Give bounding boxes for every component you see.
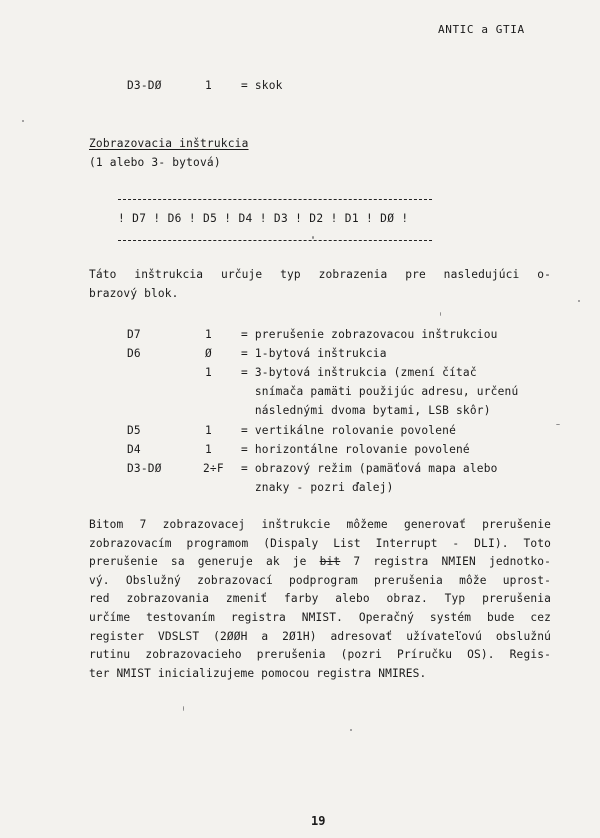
def-desc: = horizontálne rolovanie povolené bbox=[241, 443, 470, 456]
intro-line: Táto inštrukcia určuje typ zobrazenia pre nasledujúci o- bbox=[89, 268, 551, 281]
scan-speck bbox=[183, 706, 184, 711]
body-line: rutinu zobrazovacieho prerušenia (pozri Príručku OS). Regis- bbox=[89, 648, 551, 662]
def-desc: následnými dvoma bytami, LSB skôr) bbox=[241, 404, 491, 417]
def-bits: D3-DØ bbox=[127, 462, 162, 475]
def-desc: = vertikálne rolovanie povolené bbox=[241, 424, 456, 437]
intro-paragraph bbox=[89, 266, 551, 303]
def-desc: = obrazový režim (pamäťová mapa alebo bbox=[241, 462, 498, 475]
def-bits: D7 bbox=[127, 328, 141, 341]
def-value: 1 bbox=[205, 443, 212, 456]
body-line: zobrazovacím programom (Dispaly List Interrupt - DLI). Toto bbox=[89, 536, 551, 550]
def-desc: = prerušenie zobrazovacou inštrukciou bbox=[241, 328, 498, 341]
def-bits: D4 bbox=[127, 443, 141, 456]
top-row-bits: D3-DØ bbox=[127, 79, 162, 92]
top-row-desc: = skok bbox=[241, 79, 283, 92]
scan-speck bbox=[350, 729, 352, 731]
bit-diagram: ! D7 ! D6 ! D5 ! D4 ! D3 ! D2 ! D1 ! DØ ! bbox=[118, 212, 409, 225]
body-line: vý. Obslužný zobrazovací podprogram prerušenia môže uprost- bbox=[89, 573, 551, 587]
def-value: 2÷F bbox=[203, 462, 224, 475]
section-heading: Zobrazovacia inštrukcia bbox=[89, 137, 249, 150]
body-line: ter NMIST inicializujeme pomocou registra NMIRES. bbox=[89, 666, 427, 680]
intro-line: brazový blok. bbox=[89, 286, 179, 300]
diagram-bottom-rule bbox=[118, 240, 432, 241]
body-paragraph bbox=[89, 516, 551, 683]
section-subheading: (1 alebo 3- bytová) bbox=[89, 156, 221, 169]
def-desc: = 3-bytová inštrukcia (zmení čítač bbox=[241, 366, 477, 379]
body-line: prerušenie sa generuje ak je bit 7 registra NMIEN jednotko- bbox=[89, 555, 551, 569]
def-desc: = 1-bytová inštrukcia bbox=[241, 347, 387, 360]
scan-speck bbox=[556, 424, 560, 425]
diagram-top-rule bbox=[118, 199, 432, 200]
struck-word: bit bbox=[319, 555, 341, 569]
def-value: Ø bbox=[205, 347, 212, 360]
top-row-value: 1 bbox=[205, 79, 212, 92]
def-bits: D5 bbox=[127, 424, 141, 437]
def-value: 1 bbox=[205, 424, 212, 437]
page-number: 19 bbox=[311, 814, 326, 828]
running-header: ANTIC a GTIA bbox=[438, 23, 525, 36]
def-desc: snímača pamäti použijúc adresu, určenú bbox=[241, 385, 519, 398]
body-line: určíme testovaním registra NMIST. Operačný systém bude cez bbox=[89, 610, 551, 624]
def-value: 1 bbox=[205, 366, 212, 379]
body-line: red zobrazovania zmeniť farby alebo obraz. Typ prerušenia bbox=[89, 592, 551, 606]
scan-speck bbox=[440, 312, 441, 316]
def-value: 1 bbox=[205, 328, 212, 341]
def-bits: D6 bbox=[127, 347, 141, 360]
def-desc: znaky - pozri ďalej) bbox=[241, 481, 394, 494]
scan-speck bbox=[22, 120, 24, 122]
scan-speck bbox=[578, 300, 580, 302]
body-line: Bitom 7 zobrazovacej inštrukcie môžeme generovať prerušenie bbox=[89, 518, 551, 531]
body-line: register VDSLST (2ØØH a 2Ø1H) adresovať užívateľovú obslužnú bbox=[89, 629, 551, 643]
scan-speck bbox=[312, 236, 314, 239]
